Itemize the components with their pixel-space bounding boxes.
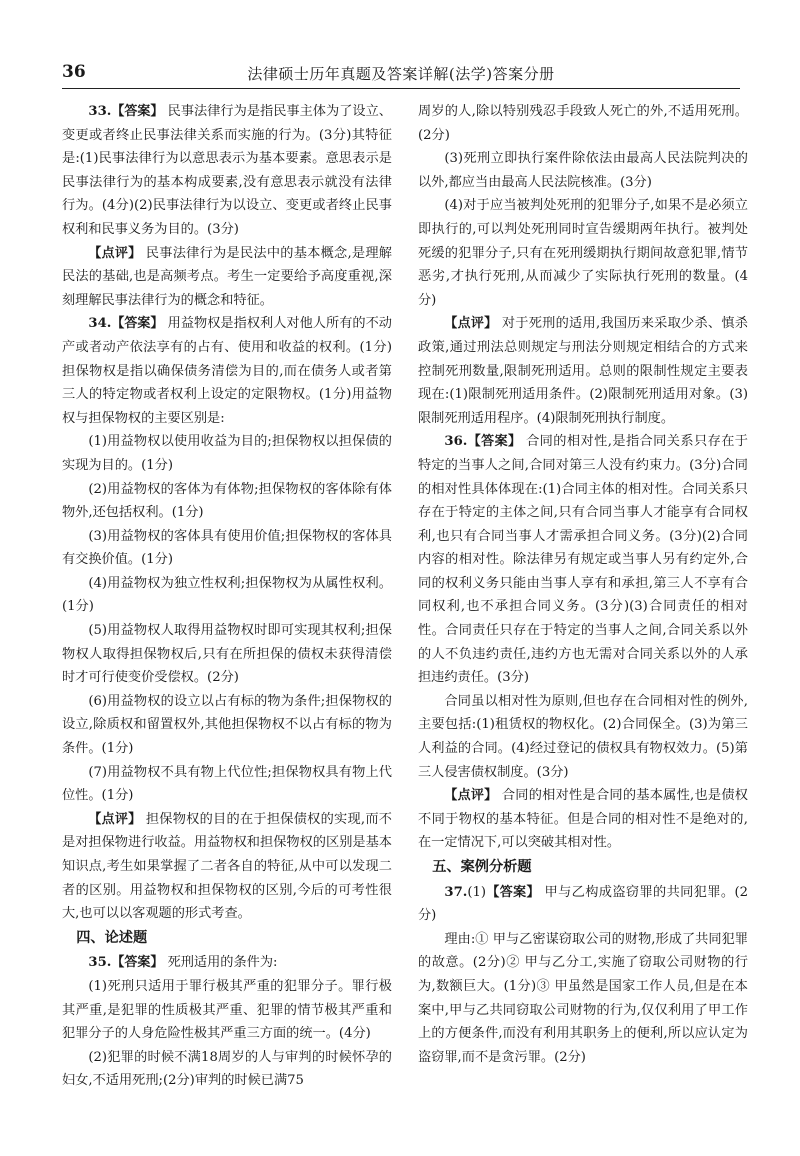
right-column [418, 100, 748, 1140]
q33-answer [62, 100, 392, 242]
q35-answer-tag: 【答案】 [111, 955, 164, 971]
q34-comment-tag: 【点评】 [88, 811, 142, 827]
running-title: 法律硕士历年真题及答案详解(法学)答案分册 [247, 65, 555, 83]
q36-number: 36. [444, 434, 468, 450]
q33-answer-tag: 【答案】 [111, 104, 164, 119]
q35-answer-text: 死刑适用的条件为: [167, 955, 278, 971]
q34-item: (5)用益物权人取得用益物权时即可实现其权利;担保物权人取得担保物权后,只有在所担保的债权未获得清偿时才可行使变价受偿权。(2分) [62, 623, 392, 686]
q37-answer-tag: 【答案】 [486, 884, 540, 900]
q36-comment-text: 合同的相对性是合同的基本属性,也是债权不同于物权的基本特征。但是合同的相对性不是绝对的,在一定情况下,可以突破其相对性。 [418, 788, 748, 851]
q34-answer-text: 用益物权是指权利人对他人所有的不动产或者动产依法享有的占有、使用和收益的权利。(1分)担保物权是指以确保债务清偿为目的,而在债务人或者第三人的特定物或者权利上设定的定限物权。(1分)用益物权与担保物权的主要区别是: [62, 316, 392, 426]
section-heading-case: 五、案例分析题 [432, 859, 532, 875]
q34-item: (1)用益物权以使用收益为目的;担保物权以担保债的实现为目的。(1分) [62, 434, 392, 473]
q36-answer-text: 合同的相对性,是指合同关系只存在于特定的当事人之间,合同对第三人没有约束力。(3分)合同的相对性具体体现在:(1)合同主体的相对性。合同关系只存在于特定的主体之间,只有合同当事人才能享有合同权利,也只有合同当事人才需承担合同义务。(3分)(2)合同内容的相对性。除法律另有规定或当事人另有约定外,合同的权利义务只能由当事人享有和承担,第三人不享有合同权利,也不承担合同义务。(3分)(3)合同责任的相对性。合同责任只存在于特定的当事人之间,合同关系以外的人不负违约责任,违约方也无需对合同关系以外的人承担违约责任。(3分) [418, 434, 748, 686]
q37-sub-number: (1) [467, 884, 487, 900]
q37-number: 37. [444, 884, 468, 900]
header-rule [62, 88, 740, 89]
q36-comment [418, 784, 748, 855]
page-number: 36 [62, 62, 86, 82]
q33-answer-text: 民事法律行为是指民事主体为了设立、变更或者终止民事法律关系而实施的行为。(3分)其特征是:(1)民事法律行为以意思表示为基本要素。意思表示是民事法律行为的基本构成要素,没有意思表示就没有法律行为。(4分)(2)民事法律行为以设立、变更或者终止民事权利和民事义务为目的。(3分) [62, 104, 392, 237]
q34-item: (4)用益物权为独立性权利;担保物权为从属性权利。(1分) [62, 575, 392, 615]
q33-comment-text: 民事法律行为是民法中的基本概念,是理解民法的基础,也是高频考点。考生一定要给予高度重视,深刻理解民事法律行为的概念和特征。 [62, 245, 392, 308]
q35-item: (4)对于应当被判处死刑的犯罪分子,如果不是必须立即执行的,可以判处死刑同时宣告缓期两年执行。被判处死缓的犯罪分子,只有在死刑缓期执行期间故意犯罪,情节恶劣,才执行死刑,从而减少了实际执行死刑的数量。(4分) [418, 198, 748, 308]
q35-number: 35. [88, 955, 112, 971]
left-column [62, 100, 392, 1140]
q34-answer-tag: 【答案】 [111, 316, 164, 332]
q34-number: 34. [88, 316, 112, 332]
q35-item: (2)犯罪的时候不满18周岁的人与审判的时候怀孕的妇女,不适用死刑;(2分)审判的时候已满75 [62, 1049, 392, 1089]
q33-comment [62, 242, 392, 313]
q36-answer [418, 430, 748, 690]
section-heading-essay: 四、论述题 [76, 929, 148, 946]
q37-answer [418, 881, 748, 928]
q34-item: (6)用益物权的设立以占有标的物为条件;担保物权的设立,除质权和留置权外,其他担保物权不以占有标的物为条件。(1分) [62, 693, 392, 757]
q35-comment-tag: 【点评】 [444, 316, 498, 332]
q37-answer-text: 甲与乙构成盗窃罪的共同犯罪。(2分) [418, 884, 748, 924]
q35-item: (1)死刑只适用于罪行极其严重的犯罪分子。罪行极其严重,是犯罪的性质极其严重、犯罪的情节极其严重和犯罪分子的人身危险性极其严重三方面的统一。(4分) [62, 978, 392, 1042]
q34-comment [62, 808, 392, 926]
q34-answer [62, 312, 392, 430]
q34-comment-text: 担保物权的目的在于担保债权的实现,而不是对担保物进行收益。用益物权和担保物权的区别是基本知识点,考生如果掌握了二者各自的特征,从中可以发现二者的区别。用益物权和担保物权的区别,今后的可考性很大,也可以以客观题的形式考查。 [62, 811, 392, 922]
q33-comment-tag: 【点评】 [88, 245, 142, 261]
q35-item: (3)死刑立即执行案件除依法由最高人民法院判决的以外,都应当由最高人民法院核准。(3分) [418, 151, 748, 190]
q36-answer-tag: 【答案】 [467, 434, 522, 450]
q35-continuation: 周岁的人,除以特别残忍手段致人死亡的外,不适用死刑。(2分) [418, 104, 748, 143]
q34-item: (2)用益物权的客体为有体物;担保物权的客体除有体物外,还包括权利。(1分) [62, 481, 392, 521]
q34-item: (3)用益物权的客体具有使用价值;担保物权的客体具有交换价值。(1分) [62, 528, 392, 568]
q33-number: 33. [88, 104, 112, 119]
q36-comment-tag: 【点评】 [444, 788, 498, 804]
q34-item: (7)用益物权不具有物上代位性;担保物权具有物上代位性。(1分) [62, 764, 392, 804]
q35-answer [62, 951, 392, 975]
q35-comment [418, 312, 748, 430]
q37-reason: 理由:① 甲与乙密谋窃取公司的财物,形成了共同犯罪的故意。(2分)② 甲与乙分工,实施了窃取公司财物的行为,数额巨大。(1分)③ 甲虽然是国家工作人员,但是在本案中,甲与乙共同窃取公司财物的行为,仅仅利用了甲工作上的方便条件,而没有利用其职务上的便利,所以应认定为盗窃罪,而不是贪污罪。(2分) [418, 931, 748, 1065]
page-header [62, 56, 740, 90]
q35-comment-text: 对于死刑的适用,我国历来采取少杀、慎杀政策,通过刑法总则规定与刑法分则规定相结合的方式来控制死刑数量,限制死刑适用。总则的限制性规定主要表现在:(1)限制死刑适用条件。(2)限制死刑适用对象。(3)限制死刑适用程序。(4)限制死刑执行制度。 [418, 316, 748, 426]
q36-exceptions: 合同虽以相对性为原则,但也存在合同相对性的例外,主要包括:(1)租赁权的物权化。(2)合同保全。(3)为第三人利益的合同。(4)经过登记的债权具有物权效力。(5)第三人侵害债权制度。(3分) [418, 693, 748, 780]
